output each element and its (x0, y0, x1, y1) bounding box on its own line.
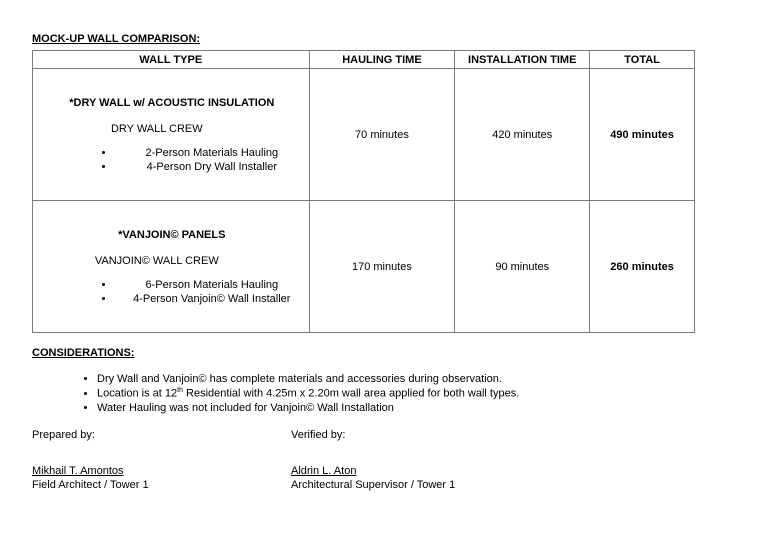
verified-by-role: Architectural Supervisor / Tower 1 (291, 479, 456, 491)
table-row (33, 201, 695, 333)
comparison-table (32, 50, 695, 333)
wall-type-cell (33, 201, 310, 333)
document-title: MOCK-UP WALL COMPARISON: (32, 33, 201, 45)
total-cell: 490 minutes (590, 69, 695, 201)
list-item: • Dry Wall and Vanjoin© has complete materials and accessories during observation. (97, 373, 519, 385)
hauling-time-cell: 70 minutes (309, 69, 455, 201)
crew-list (33, 279, 309, 305)
total-cell: 260 minutes (590, 201, 695, 333)
crew-list (33, 147, 309, 173)
header-hauling-time: HAULING TIME (309, 51, 455, 69)
list-item: • 2-Person Materials Hauling (115, 147, 309, 159)
hauling-time-cell: 170 minutes (309, 201, 455, 333)
table-header-row (33, 51, 695, 69)
list-item: • Water Hauling was not included for Vanjoin© Wall Installation (97, 402, 519, 414)
header-installation-time: INSTALLATION TIME (455, 51, 590, 69)
prepared-by-label: Prepared by: (32, 429, 95, 441)
list-item: • 4-Person Vanjoin© Wall Installer (115, 293, 309, 305)
verified-by-label: Verified by: (291, 429, 346, 441)
crew-label: VANJOIN© WALL CREW (94, 254, 219, 267)
verified-by-name: Aldrin L. Aton (291, 465, 357, 477)
wall-type-title: *DRY WALL w/ ACOUSTIC INSULATION (69, 96, 275, 109)
table-row (33, 69, 695, 201)
header-wall-type: WALL TYPE (33, 51, 310, 69)
crew-label: DRY WALL CREW (110, 122, 203, 135)
list-item: • 6-Person Materials Hauling (115, 279, 309, 291)
list-item: • 4-Person Dry Wall Installer (115, 161, 309, 173)
location-text: Location is at 12 (97, 387, 178, 400)
location-superscript: th (177, 387, 183, 394)
installation-time-cell: 420 minutes (455, 69, 590, 201)
installation-time-cell: 90 minutes (455, 201, 590, 333)
location-text-rest: Residential with 4.25m x 2.20m wall area applied for both wall types. (182, 387, 520, 400)
header-total: TOTAL (590, 51, 695, 69)
wall-type-cell (33, 69, 310, 201)
considerations-list (32, 373, 519, 416)
considerations-heading: CONSIDERATIONS: (32, 347, 135, 359)
list-item (97, 387, 519, 400)
prepared-by-name: Mikhail T. Amontos (32, 465, 124, 477)
wall-type-title: *VANJOIN© PANELS (118, 228, 226, 241)
prepared-by-role: Field Architect / Tower 1 (32, 479, 149, 491)
